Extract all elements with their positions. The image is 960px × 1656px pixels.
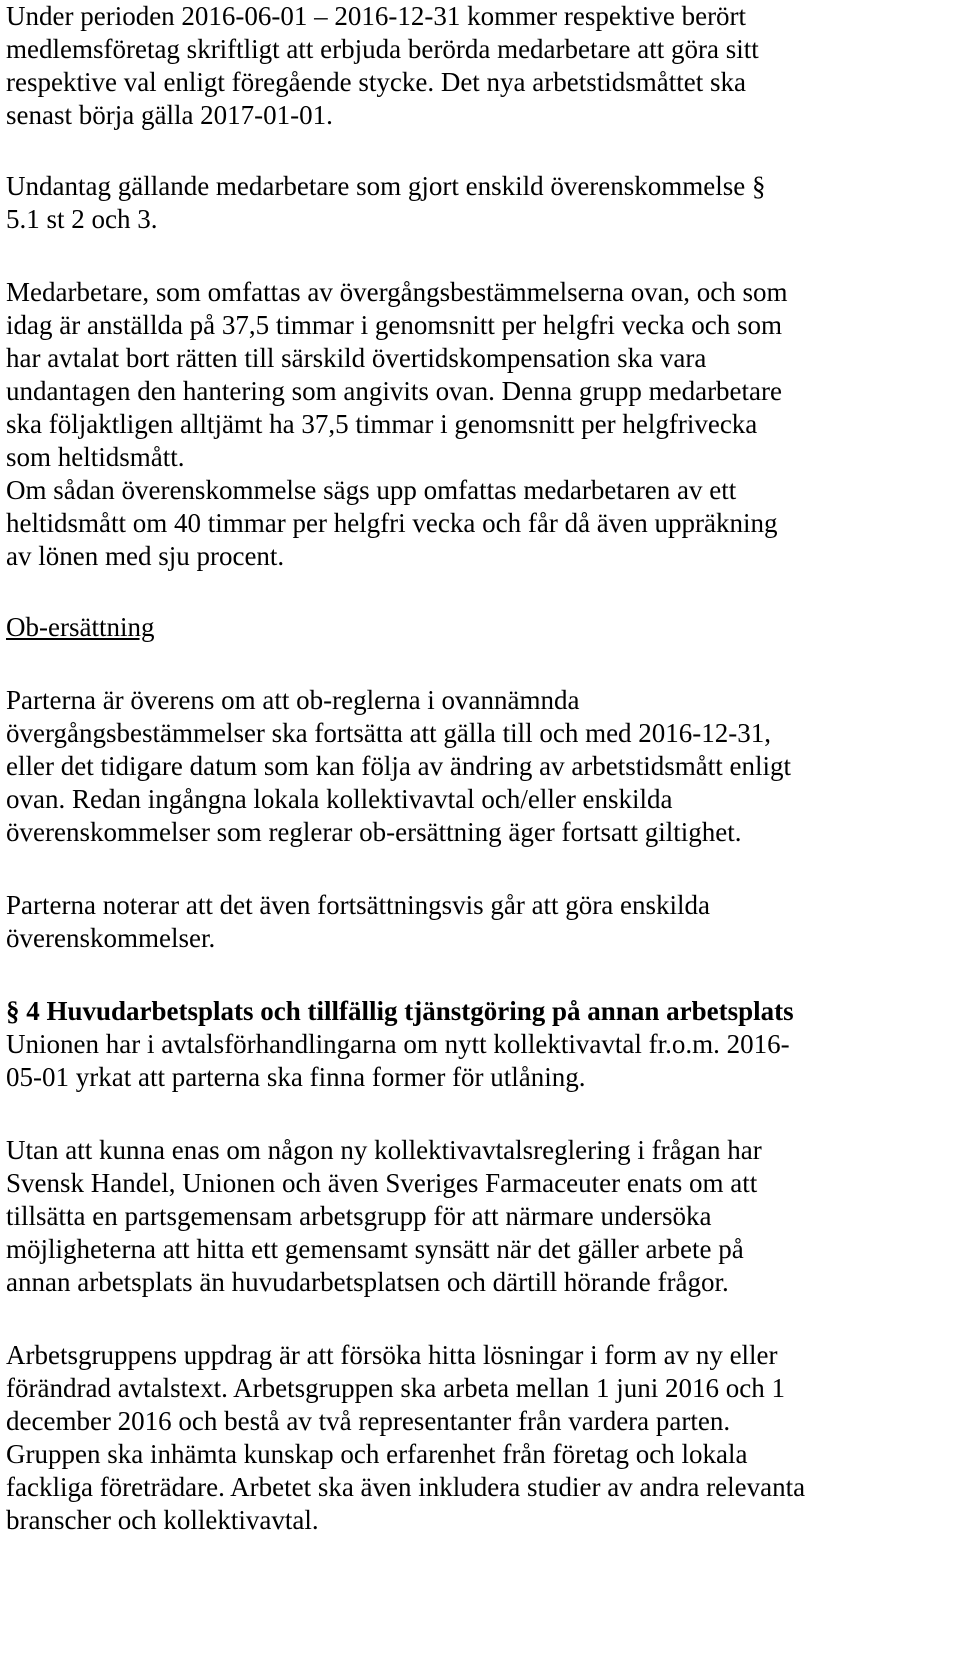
text-line: eller det tidigare datum som kan följa av ändring av arbetstidsmått enligt — [6, 751, 792, 781]
heading-section-4 — [6, 995, 956, 1028]
section-heading-line: § 4 Huvudarbetsplats och tillfällig tjänstgöring på annan arbetsplats — [6, 996, 794, 1026]
text-line: möjligheterna att hitta ett gemensamt synsätt när det gäller arbete på — [6, 1234, 744, 1264]
text-line: Unionen har i avtalsförhandlingarna om nytt kollektivavtal fr.o.m. 2016- — [6, 1029, 790, 1059]
paragraph-unionen-claim — [6, 1028, 956, 1094]
heading-line: 5.1 st 2 och 3. — [6, 204, 158, 234]
text-line: Gruppen ska inhämta kunskap och erfarenhet från företag och lokala — [6, 1439, 748, 1469]
heading-exception — [6, 170, 956, 236]
text-line: överenskommelser som reglerar ob-ersättning äger fortsatt giltighet. — [6, 817, 742, 847]
text-line: fackliga företrädare. Arbetet ska även inkludera studier av andra relevanta — [6, 1472, 806, 1502]
document-page — [6, 0, 956, 1537]
text-line: senast börja gälla 2017-01-01. — [6, 100, 333, 130]
text-line: Utan att kunna enas om någon ny kollektivavtalsreglering i frågan har — [6, 1135, 762, 1165]
text-line: Parterna noterar att det även fortsättningsvis går att göra enskilda — [6, 890, 711, 920]
text-line: annan arbetsplats än huvudarbetsplatsen och därtill hörande frågor. — [6, 1267, 729, 1297]
paragraph-conversion-period — [6, 0, 956, 132]
paragraph-working-group — [6, 1134, 956, 1299]
text-line: Om sådan överenskommelse sägs upp omfattas medarbetaren av ett — [6, 475, 737, 505]
text-line: december 2016 och bestå av två representanter från vardera parten. — [6, 1406, 731, 1436]
text-line: av lönen med sju procent. — [6, 541, 285, 571]
text-line: ovan. Redan ingångna lokala kollektivavtal och/eller enskilda — [6, 784, 673, 814]
heading-line: Ob-ersättning — [6, 612, 155, 642]
paragraph-ob-rules — [6, 684, 956, 849]
text-line: ska följaktligen alltjämt ha 37,5 timmar i genomsnitt per helgfrivecka — [6, 409, 758, 439]
heading-ob-compensation — [6, 611, 956, 644]
text-line: respektive val enligt föregående stycke. Det nya arbetstidsmåttet ska — [6, 67, 746, 97]
text-line: övergångsbestämmelser ska fortsätta att gälla till och med 2016-12-31, — [6, 718, 772, 748]
text-line: undantagen den hantering som angivits ovan. Denna grupp medarbetare — [6, 376, 782, 406]
text-line: har avtalat bort rätten till särskild övertidskompensation ska vara — [6, 343, 707, 373]
paragraph-exception-details — [6, 276, 956, 573]
text-line: förändrad avtalstext. Arbetsgruppen ska arbeta mellan 1 juni 2016 och 1 — [6, 1373, 786, 1403]
text-line: Svensk Handel, Unionen och även Sveriges Farmaceuter enats om att — [6, 1168, 758, 1198]
text-line: idag är anställda på 37,5 timmar i genomsnitt per helgfri vecka och som — [6, 310, 783, 340]
paragraph-individual-agreements — [6, 889, 956, 955]
text-line: tillsätta en partsgemensam arbetsgrupp för att närmare undersöka — [6, 1201, 712, 1231]
paragraph-group-assignment — [6, 1339, 956, 1537]
text-line: medlemsföretag skriftligt att erbjuda berörda medarbetare att göra sitt — [6, 34, 759, 64]
text-line: branscher och kollektivavtal. — [6, 1505, 319, 1535]
text-line: Medarbetare, som omfattas av övergångsbestämmelserna ovan, och som — [6, 277, 788, 307]
text-line: heltidsmått om 40 timmar per helgfri vecka och får då även uppräkning — [6, 508, 778, 538]
text-line: som heltidsmått. — [6, 442, 185, 472]
heading-line: Undantag gällande medarbetare som gjort enskild överenskommelse § — [6, 171, 766, 201]
text-line: 05-01 yrkat att parterna ska finna former för utlåning. — [6, 1062, 586, 1092]
text-line: Parterna är överens om att ob-reglerna i ovannämnda — [6, 685, 580, 715]
text-line: överenskommelser. — [6, 923, 216, 953]
text-line: Under perioden 2016-06-01 – 2016-12-31 kommer respektive berört — [6, 1, 747, 31]
text-line: Arbetsgruppens uppdrag är att försöka hitta lösningar i form av ny eller — [6, 1340, 778, 1370]
